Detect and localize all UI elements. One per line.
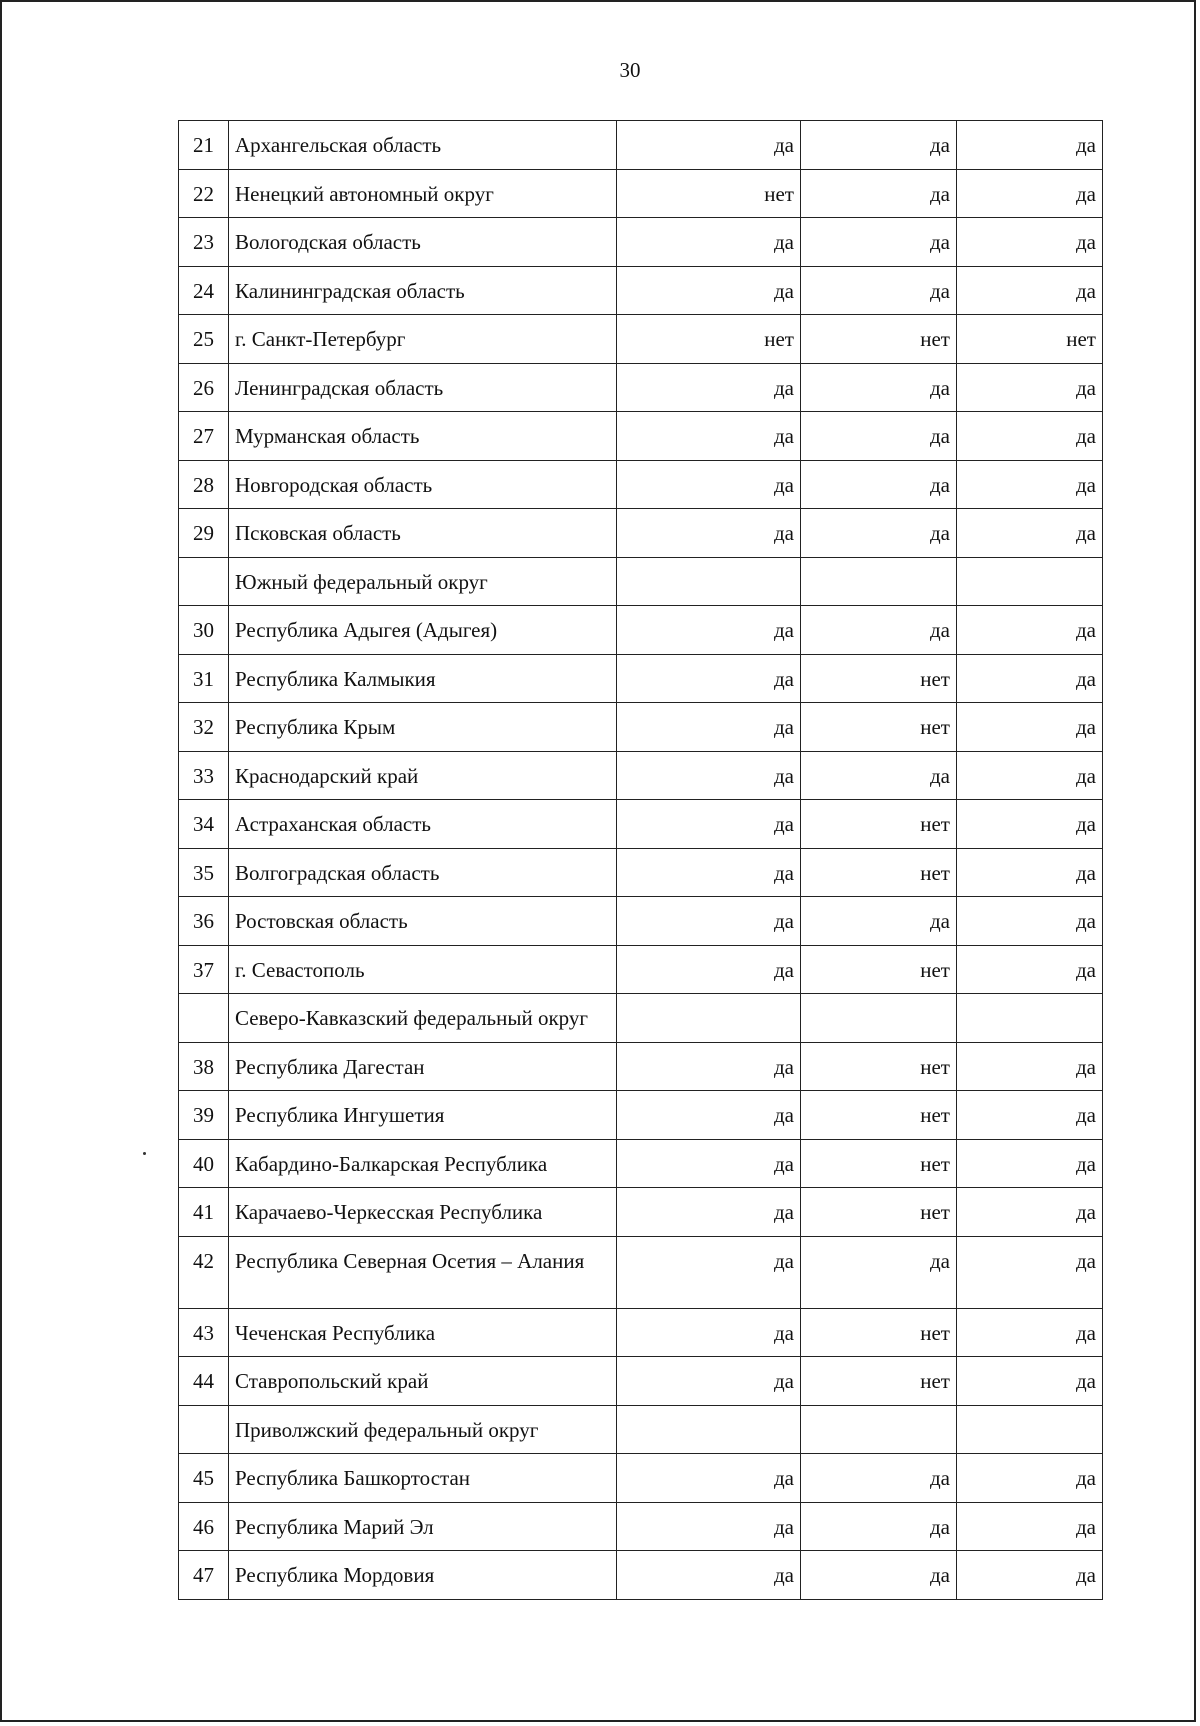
value-col-2: да xyxy=(801,412,957,461)
table-row xyxy=(179,1551,1103,1600)
value-col-1: да xyxy=(617,509,801,558)
row-number: 33 xyxy=(179,751,229,800)
table-row xyxy=(179,169,1103,218)
district-name: Приволжский федеральный округ xyxy=(229,1405,617,1454)
value-col-2: нет xyxy=(801,1139,957,1188)
value-col-1 xyxy=(617,1405,801,1454)
row-number: 39 xyxy=(179,1091,229,1140)
region-name: г. Севастополь xyxy=(229,945,617,994)
region-name: Архангельская область xyxy=(229,121,617,170)
region-name: Карачаево-Черкесская Республика xyxy=(229,1188,617,1237)
value-col-1: да xyxy=(617,121,801,170)
row-number: 34 xyxy=(179,800,229,849)
scan-speck xyxy=(143,1152,146,1155)
region-name: Астраханская область xyxy=(229,800,617,849)
region-name: Волгоградская область xyxy=(229,848,617,897)
value-col-2: да xyxy=(801,606,957,655)
value-col-1: да xyxy=(617,945,801,994)
row-number: 23 xyxy=(179,218,229,267)
value-col-1: да xyxy=(617,1357,801,1406)
value-col-1: да xyxy=(617,654,801,703)
table-row xyxy=(179,1236,1103,1308)
value-col-1: да xyxy=(617,1502,801,1551)
table-row xyxy=(179,218,1103,267)
region-name: Республика Башкортостан xyxy=(229,1454,617,1503)
value-col-1: да xyxy=(617,1042,801,1091)
value-col-2: нет xyxy=(801,1188,957,1237)
table-row xyxy=(179,848,1103,897)
region-name: Республика Мордовия xyxy=(229,1551,617,1600)
value-col-2: нет xyxy=(801,1042,957,1091)
table-row xyxy=(179,945,1103,994)
value-col-1: да xyxy=(617,751,801,800)
value-col-1: нет xyxy=(617,169,801,218)
value-col-2 xyxy=(801,1405,957,1454)
value-col-1: да xyxy=(617,1188,801,1237)
row-number: 42 xyxy=(179,1236,229,1308)
row-number: 43 xyxy=(179,1308,229,1357)
value-col-2: да xyxy=(801,266,957,315)
row-number xyxy=(179,994,229,1043)
region-name: Ростовская область xyxy=(229,897,617,946)
region-name: Республика Марий Эл xyxy=(229,1502,617,1551)
table-row xyxy=(179,1502,1103,1551)
value-col-3: да xyxy=(957,606,1103,655)
table-row xyxy=(179,1308,1103,1357)
value-col-1: да xyxy=(617,1091,801,1140)
value-col-3: да xyxy=(957,509,1103,558)
value-col-1: да xyxy=(617,1551,801,1600)
table-row xyxy=(179,654,1103,703)
table-row xyxy=(179,703,1103,752)
region-name: Республика Адыгея (Адыгея) xyxy=(229,606,617,655)
value-col-3: да xyxy=(957,363,1103,412)
value-col-3: да xyxy=(957,945,1103,994)
region-name: Республика Ингушетия xyxy=(229,1091,617,1140)
row-number: 46 xyxy=(179,1502,229,1551)
table-row xyxy=(179,606,1103,655)
value-col-3: да xyxy=(957,1091,1103,1140)
value-col-3: да xyxy=(957,848,1103,897)
value-col-3: нет xyxy=(957,315,1103,364)
region-name: Ставропольский край xyxy=(229,1357,617,1406)
value-col-3: да xyxy=(957,121,1103,170)
value-col-1: нет xyxy=(617,315,801,364)
value-col-1 xyxy=(617,994,801,1043)
value-col-3: да xyxy=(957,1308,1103,1357)
row-number: 45 xyxy=(179,1454,229,1503)
value-col-2: нет xyxy=(801,945,957,994)
region-name: Краснодарский край xyxy=(229,751,617,800)
value-col-2: да xyxy=(801,363,957,412)
value-col-3: да xyxy=(957,800,1103,849)
row-number: 22 xyxy=(179,169,229,218)
table-row xyxy=(179,897,1103,946)
region-name: Республика Крым xyxy=(229,703,617,752)
table-row xyxy=(179,315,1103,364)
table-row xyxy=(179,121,1103,170)
value-col-2: да xyxy=(801,897,957,946)
value-col-3: да xyxy=(957,266,1103,315)
table-row xyxy=(179,509,1103,558)
row-number: 37 xyxy=(179,945,229,994)
region-name: Республика Калмыкия xyxy=(229,654,617,703)
table-row xyxy=(179,1357,1103,1406)
value-col-1: да xyxy=(617,266,801,315)
value-col-3: да xyxy=(957,412,1103,461)
row-number: 36 xyxy=(179,897,229,946)
value-col-2: да xyxy=(801,218,957,267)
value-col-2: нет xyxy=(801,1357,957,1406)
value-col-1: да xyxy=(617,460,801,509)
value-col-2: нет xyxy=(801,315,957,364)
regions-table xyxy=(178,120,1103,1600)
table-row xyxy=(179,363,1103,412)
region-name: Мурманская область xyxy=(229,412,617,461)
value-col-2: да xyxy=(801,460,957,509)
value-col-2: да xyxy=(801,121,957,170)
table-row xyxy=(179,1042,1103,1091)
district-name: Северо-Кавказский федеральный округ xyxy=(229,994,617,1043)
region-name: Ленинградская область xyxy=(229,363,617,412)
region-name: Республика Дагестан xyxy=(229,1042,617,1091)
table-row xyxy=(179,412,1103,461)
value-col-3: да xyxy=(957,654,1103,703)
value-col-3: да xyxy=(957,218,1103,267)
value-col-3: да xyxy=(957,1502,1103,1551)
page-number: 30 xyxy=(619,58,641,82)
value-col-2: да xyxy=(801,1236,957,1308)
row-number: 26 xyxy=(179,363,229,412)
value-col-1: да xyxy=(617,1454,801,1503)
value-col-3: да xyxy=(957,1139,1103,1188)
table-row xyxy=(179,1139,1103,1188)
row-number: 27 xyxy=(179,412,229,461)
table-row xyxy=(179,800,1103,849)
value-col-3: да xyxy=(957,751,1103,800)
table-row xyxy=(179,1454,1103,1503)
region-name: Калининградская область xyxy=(229,266,617,315)
row-number: 35 xyxy=(179,848,229,897)
value-col-2: да xyxy=(801,751,957,800)
district-header-row xyxy=(179,994,1103,1043)
value-col-3: да xyxy=(957,703,1103,752)
value-col-2: да xyxy=(801,169,957,218)
value-col-3: да xyxy=(957,1551,1103,1600)
value-col-3: да xyxy=(957,1042,1103,1091)
value-col-3 xyxy=(957,557,1103,606)
row-number: 21 xyxy=(179,121,229,170)
row-number: 30 xyxy=(179,606,229,655)
row-number: 44 xyxy=(179,1357,229,1406)
region-name: Чеченская Республика xyxy=(229,1308,617,1357)
value-col-1: да xyxy=(617,412,801,461)
table-row xyxy=(179,460,1103,509)
value-col-1: да xyxy=(617,1236,801,1308)
value-col-1 xyxy=(617,557,801,606)
value-col-1: да xyxy=(617,1308,801,1357)
value-col-3: да xyxy=(957,169,1103,218)
district-name: Южный федеральный округ xyxy=(229,557,617,606)
value-col-1: да xyxy=(617,606,801,655)
value-col-1: да xyxy=(617,1139,801,1188)
value-col-1: да xyxy=(617,848,801,897)
value-col-2: да xyxy=(801,1454,957,1503)
value-col-2: да xyxy=(801,509,957,558)
value-col-2: нет xyxy=(801,654,957,703)
value-col-2 xyxy=(801,994,957,1043)
district-header-row xyxy=(179,557,1103,606)
row-number: 24 xyxy=(179,266,229,315)
row-number: 32 xyxy=(179,703,229,752)
row-number: 28 xyxy=(179,460,229,509)
value-col-2 xyxy=(801,557,957,606)
value-col-1: да xyxy=(617,800,801,849)
value-col-2: нет xyxy=(801,800,957,849)
value-col-1: да xyxy=(617,897,801,946)
table-row xyxy=(179,266,1103,315)
region-name: г. Санкт-Петербург xyxy=(229,315,617,364)
value-col-3: да xyxy=(957,897,1103,946)
value-col-3: да xyxy=(957,1454,1103,1503)
table-row xyxy=(179,1091,1103,1140)
row-number xyxy=(179,1405,229,1454)
region-name: Вологодская область xyxy=(229,218,617,267)
value-col-3 xyxy=(957,1405,1103,1454)
value-col-2: да xyxy=(801,1551,957,1600)
value-col-3: да xyxy=(957,460,1103,509)
value-col-2: нет xyxy=(801,1308,957,1357)
row-number: 31 xyxy=(179,654,229,703)
region-name: Кабардино-Балкарская Республика xyxy=(229,1139,617,1188)
value-col-2: нет xyxy=(801,703,957,752)
row-number: 25 xyxy=(179,315,229,364)
district-header-row xyxy=(179,1405,1103,1454)
table-row xyxy=(179,1188,1103,1237)
row-number: 41 xyxy=(179,1188,229,1237)
value-col-2: да xyxy=(801,1502,957,1551)
table-row xyxy=(179,751,1103,800)
value-col-3: да xyxy=(957,1188,1103,1237)
value-col-1: да xyxy=(617,363,801,412)
row-number xyxy=(179,557,229,606)
value-col-3: да xyxy=(957,1357,1103,1406)
row-number: 29 xyxy=(179,509,229,558)
row-number: 47 xyxy=(179,1551,229,1600)
region-name: Республика Северная Осетия – Алания xyxy=(229,1236,617,1308)
row-number: 40 xyxy=(179,1139,229,1188)
value-col-2: нет xyxy=(801,1091,957,1140)
value-col-3: да xyxy=(957,1236,1103,1308)
value-col-2: нет xyxy=(801,848,957,897)
region-name: Псковская область xyxy=(229,509,617,558)
value-col-3 xyxy=(957,994,1103,1043)
value-col-1: да xyxy=(617,703,801,752)
region-name: Ненецкий автономный округ xyxy=(229,169,617,218)
row-number: 38 xyxy=(179,1042,229,1091)
region-name: Новгородская область xyxy=(229,460,617,509)
value-col-1: да xyxy=(617,218,801,267)
